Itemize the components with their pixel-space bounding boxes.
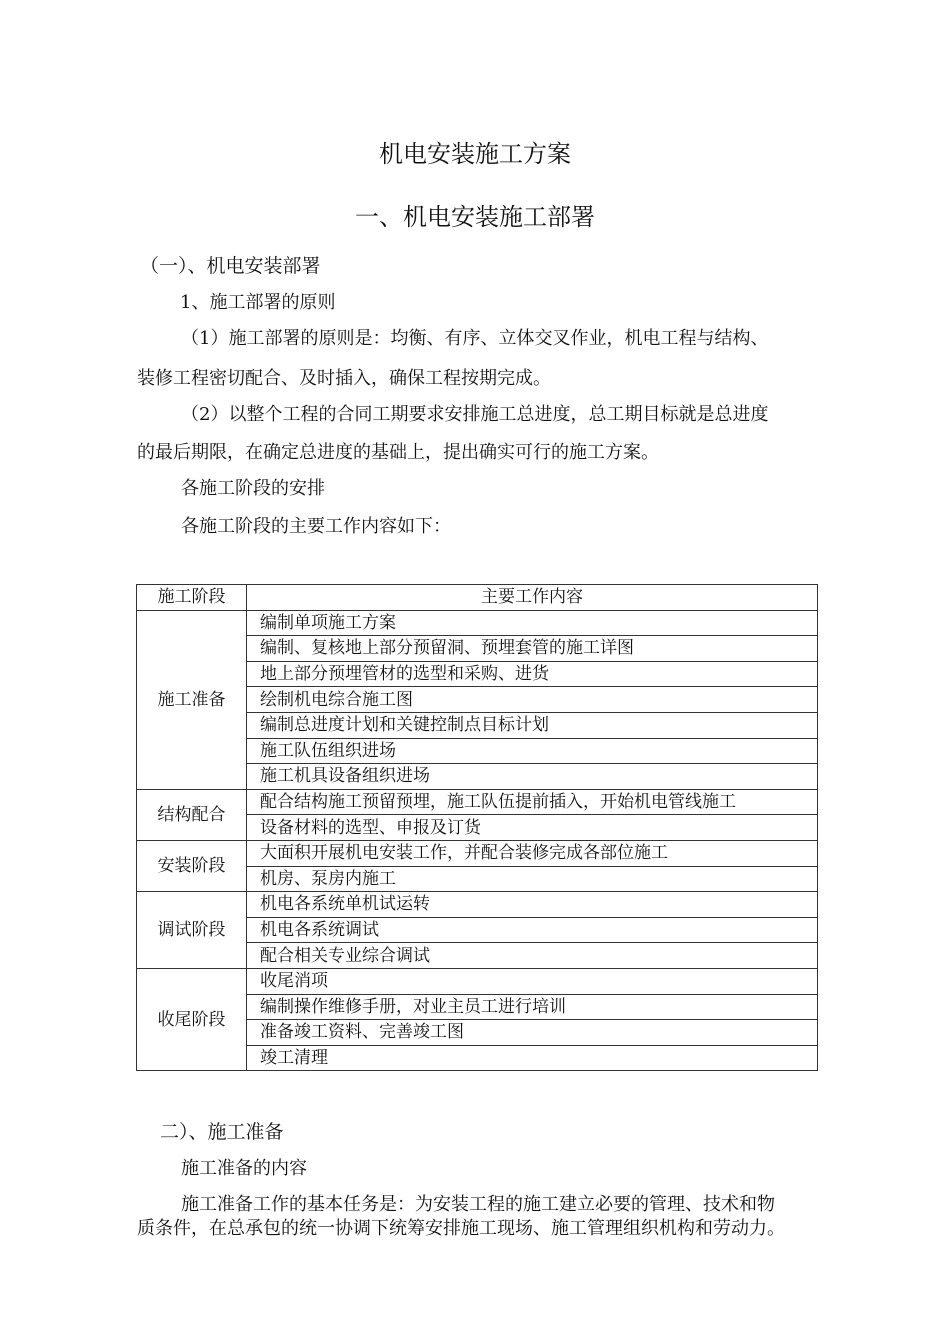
content-cell: 编制总进度计划和关键控制点目标计划 bbox=[247, 712, 818, 738]
table-row bbox=[137, 968, 818, 994]
content-cell: 编制操作维修手册，对业主员工进行培训 bbox=[247, 994, 818, 1020]
paragraph-line: 施工准备的内容 bbox=[181, 1158, 307, 1179]
item-heading: 1、施工部署的原则 bbox=[180, 292, 336, 313]
content-cell: 竣工清理 bbox=[247, 1045, 818, 1071]
content-cell: 配合结构施工预留预埋，施工队伍提前插入，开始机电管线施工 bbox=[247, 789, 818, 815]
table-row bbox=[137, 789, 818, 815]
table-header-cell: 主要工作内容 bbox=[247, 585, 818, 611]
subsection-heading: 二）、施工准备 bbox=[160, 1121, 284, 1143]
content-cell: 施工机具设备组织进场 bbox=[247, 764, 818, 790]
table-header-row bbox=[137, 585, 818, 611]
paragraph-line: 质条件，在总承包的统一协调下统筹安排施工现场、施工管理组织机构和劳动力。 bbox=[137, 1218, 785, 1239]
stage-cell: 结构配合 bbox=[137, 789, 247, 840]
paragraph-line: 施工准备工作的基本任务是：为安装工程的施工建立必要的管理、技术和物 bbox=[181, 1194, 775, 1215]
content-cell: 机电各系统单机试运转 bbox=[247, 892, 818, 918]
subsection-heading: （一）、机电安装部署 bbox=[140, 255, 321, 277]
content-cell: 绘制机电综合施工图 bbox=[247, 687, 818, 713]
document-title: 机电安装施工方案 bbox=[379, 140, 571, 168]
content-cell: 机房、泵房内施工 bbox=[247, 866, 818, 892]
content-cell: 大面积开展机电安装工作，并配合装修完成各部位施工 bbox=[247, 840, 818, 866]
table-header-cell: 施工阶段 bbox=[137, 585, 247, 611]
content-cell: 机电各系统调试 bbox=[247, 917, 818, 943]
paragraph-line: 装修工程密切配合、及时插入，确保工程按期完成。 bbox=[137, 368, 551, 389]
stage-cell: 收尾阶段 bbox=[137, 968, 247, 1070]
content-cell: 施工队伍组织进场 bbox=[247, 738, 818, 764]
paragraph-line: 的最后期限，在确定总进度的基础上，提出确实可行的施工方案。 bbox=[137, 442, 659, 463]
content-cell: 编制、复核地上部分预留洞、预埋套管的施工详图 bbox=[247, 636, 818, 662]
content-cell: 地上部分预埋管材的选型和采购、进货 bbox=[247, 661, 818, 687]
content-cell: 收尾消项 bbox=[247, 968, 818, 994]
paragraph-line: 各施工阶段的安排 bbox=[181, 478, 325, 499]
content-cell: 编制单项施工方案 bbox=[247, 610, 818, 636]
table-row bbox=[137, 840, 818, 866]
table-row bbox=[137, 610, 818, 636]
paragraph-line: （2）以整个工程的合同工期要求安排施工总进度，总工期目标就是总进度 bbox=[181, 404, 769, 425]
paragraph-line: （1）施工部署的原则是：均衡、有序、立体交叉作业，机电工程与结构、 bbox=[181, 328, 769, 349]
table-row bbox=[137, 892, 818, 918]
section-heading: 一、机电安装施工部署 bbox=[355, 203, 595, 231]
content-cell: 准备竣工资料、完善竣工图 bbox=[247, 1020, 818, 1046]
stages-table bbox=[136, 584, 818, 1071]
stage-cell: 安装阶段 bbox=[137, 840, 247, 891]
content-cell: 设备材料的选型、申报及订货 bbox=[247, 815, 818, 841]
paragraph-line: 各施工阶段的主要工作内容如下： bbox=[181, 516, 451, 537]
stage-cell: 施工准备 bbox=[137, 610, 247, 789]
content-cell: 配合相关专业综合调试 bbox=[247, 943, 818, 969]
stage-cell: 调试阶段 bbox=[137, 892, 247, 969]
